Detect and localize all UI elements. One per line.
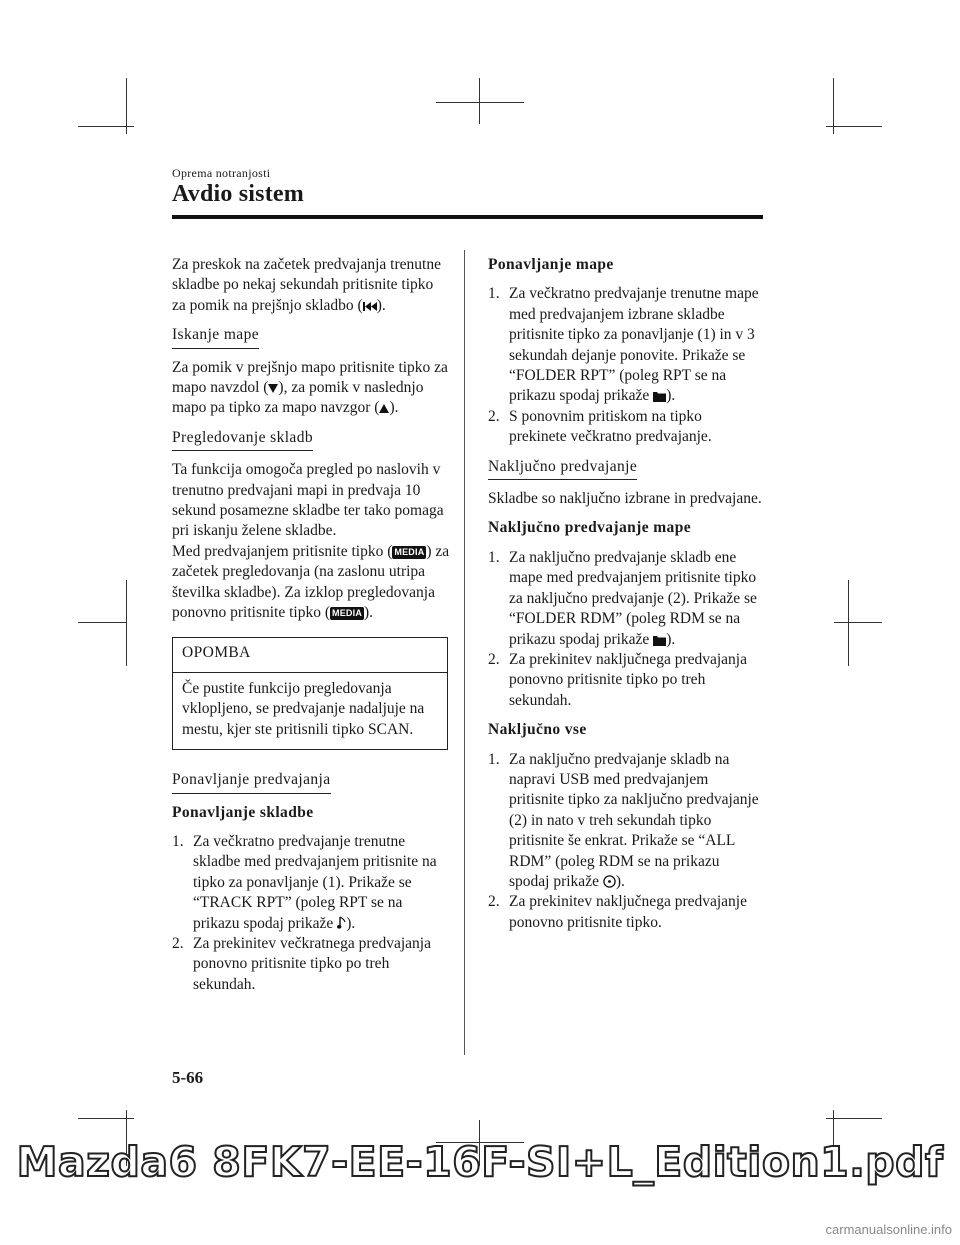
note-text: Če pustite funkcijo pregledovanja vklopljeno, se predvajanje nadaljuje na mestu, kjer ste pritisnili tipko SCAN.: [182, 679, 425, 738]
media-button-icon: MEDIA: [394, 546, 425, 557]
heading-folder-search: Iskanje mape: [172, 325, 259, 348]
heading-scan: Pregledovanje skladb: [172, 428, 313, 451]
folder-icon: [653, 634, 666, 646]
list-item: 1. Za večkratno predvajanje trenutne mape med predvajanjem izbrane skladbe pritisnite tipko za ponavljanje (1) in v 3 sekundah dejanje ponovite. Prikaže se “FOLDER RPT” (poleg RPT se na prikazu spodaj prikaže ).: [488, 285, 759, 405]
list-item: 2. Za prekinitev večkratnega predvajanja ponovno pritisnite tipko po treh sekundah.: [172, 934, 431, 993]
list-random-folder: [488, 548, 763, 711]
note-title: OPOMBA: [173, 638, 447, 673]
paragraph-scan-instructions: Med predvajanjem pritisnite tipko ( MEDIA ) za začetek pregledovanja (na zaslonu utripa številka skladbe). Za izklop pregledovanja ponovno pritisnite tipko ( MEDIA ).: [172, 542, 450, 622]
paragraph-folder-search: Za pomik v prejšnjo mapo pritisnite tipko za mapo navzdol ( ), za pomik v naslednjo mapo pa tipko za mapo navzgor ( ).: [172, 358, 448, 417]
list-item: 1. Za naključno predvajanje skladb na napravi USB med predvajanjem pritisnite tipko za naključno predvajanje (2) in nato v treh sekundah tipko pritisnite še enkrat. Prikaže se “ALL RDM” (poleg RDM se na prikazu spodaj prikaže ).: [488, 750, 759, 890]
page-number: 5-66: [172, 1068, 204, 1087]
paragraph-random: Skladbe so naključno izbrane in predvajane.: [488, 490, 762, 508]
folder-up-icon: [379, 403, 389, 414]
heading-random-folder: Naključno predvajanje mape: [488, 519, 692, 537]
list-item: 1. Za večkratno predvajanje trenutne skladbe med predvajanjem pritisnite na tipko za ponavljanje (1). Prikaže se “TRACK RPT” (poleg RPT se na prikazu spodaj prikaže ).: [172, 832, 437, 932]
list-item: 2. S ponovnim pritiskom na tipko prekinete večkratno predvajanje.: [488, 407, 712, 446]
heading-random-all: Naključno vse: [488, 721, 587, 739]
left-column: [172, 255, 450, 1004]
page-title: Avdio sistem: [172, 181, 304, 207]
list-random-all: [488, 750, 763, 934]
media-button-icon: MEDIA: [332, 608, 363, 619]
right-column: [488, 255, 763, 942]
paragraph-previous-track: Za preskok na začetek predvajanja trenutne skladbe po nekaj sekundah pritisnite tipko za pomik na prejšnjo skladbo ( ).: [172, 256, 441, 314]
disc-icon: [603, 875, 616, 888]
list-repeat-folder: [488, 284, 763, 447]
list-repeat-track: [172, 832, 450, 995]
heading-random: Naključno predvajanje: [488, 457, 637, 480]
list-item: 2. Za prekinitev naključnega predvajanje ponovno pritisnite tipko.: [488, 893, 747, 931]
header-rule: [172, 215, 763, 219]
music-note-icon: [337, 916, 346, 930]
paragraph-scan-description: Ta funkcija omogoča pregled po naslovih v trenutno predvajani mapi in predvaja 10 sekund posamezne skladbe ter tako pomaga pri iskanju želene skladbe.: [172, 461, 444, 540]
section-label: Oprema notranjosti: [172, 166, 271, 180]
column-divider: [464, 250, 465, 1055]
heading-repeat-folder: Ponavljanje mape: [488, 256, 614, 273]
note-box: [172, 637, 448, 751]
heading-repeat: Ponavljanje predvajanja: [172, 770, 331, 793]
previous-track-icon: [363, 301, 377, 312]
folder-icon: [653, 390, 666, 402]
list-item: 1. Za naključno predvajanje skladb ene mape med predvajanjem pritisnite tipko za naključno predvajanje (2). Prikaže se “FOLDER RDM” (poleg RDM se na prikazu spodaj prikaže ).: [488, 548, 757, 648]
heading-repeat-track: Ponavljanje skladbe: [172, 803, 314, 821]
footer-filename: Mazda6 8FK7-EE-16F-SI+L_Edition1.pdf: [16, 1138, 944, 1186]
list-item: 2. Za prekinitev naključnega predvajanja ponovno pritisnite tipko po treh sekundah.: [488, 650, 747, 709]
folder-down-icon: [268, 383, 278, 394]
watermark: carmanualsonline.info: [825, 1222, 952, 1237]
